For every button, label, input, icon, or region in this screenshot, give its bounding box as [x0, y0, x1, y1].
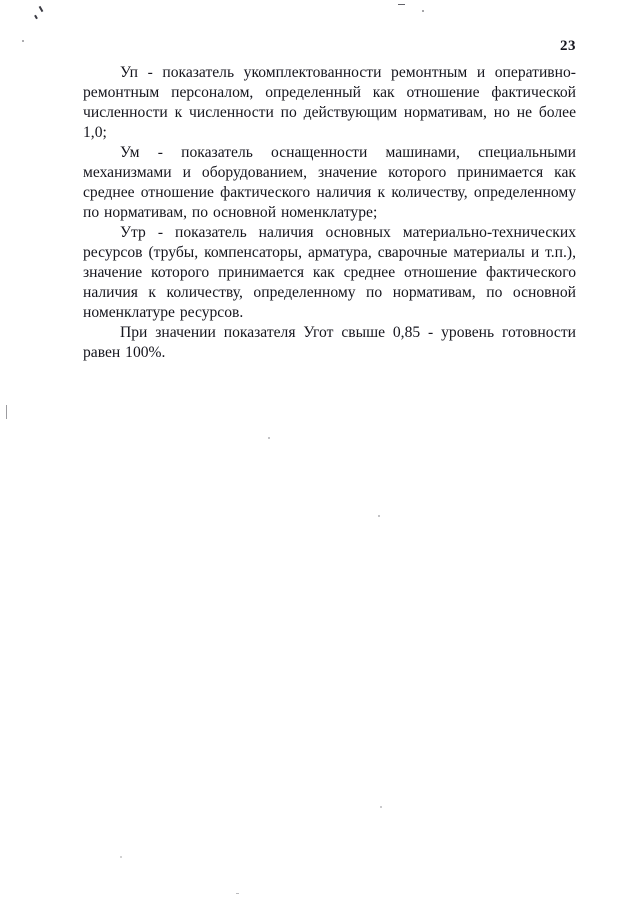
scan-artifact	[378, 515, 380, 517]
scan-artifact	[120, 856, 122, 858]
scan-artifact	[422, 10, 424, 12]
paragraph-ugot-threshold: При значении показателя Угот свыше 0,85 - уровень готовности равен 100%.	[83, 324, 576, 361]
scan-artifact	[380, 806, 382, 808]
scan-artifact	[268, 437, 270, 439]
scan-artifact	[6, 405, 7, 419]
paragraph-um-indicator: Ум - показатель оснащенности машинами, специальными механизмами и оборудованием, значение которого принимается как среднее отношение фактического наличия к количеству, определенному по нормативам, по основной номенклатуре;	[83, 144, 576, 221]
scan-artifact	[398, 4, 405, 5]
page-number: 23	[560, 38, 576, 54]
scan-artifact	[236, 893, 239, 894]
paragraph-up-indicator: Уп - показатель укомплектованности ремонтным и оперативно-ремонтным персоналом, определенный как отношение фактической численности к численности по действующим нормативам, но не более 1,0;	[83, 64, 576, 141]
scan-artifact	[22, 40, 24, 42]
paragraph-utr-indicator: Утр - показатель наличия основных материально-технических ресурсов (трубы, компенсаторы, арматура, сварочные материалы и т.п.), значение которого принимается как среднее отношение фактического наличия к количеству, определенному по нормативам, по основной номенклатуре ресурсов.	[83, 224, 576, 321]
scan-artifact	[39, 6, 44, 12]
text-block	[83, 63, 576, 363]
scan-artifact	[34, 15, 38, 19]
